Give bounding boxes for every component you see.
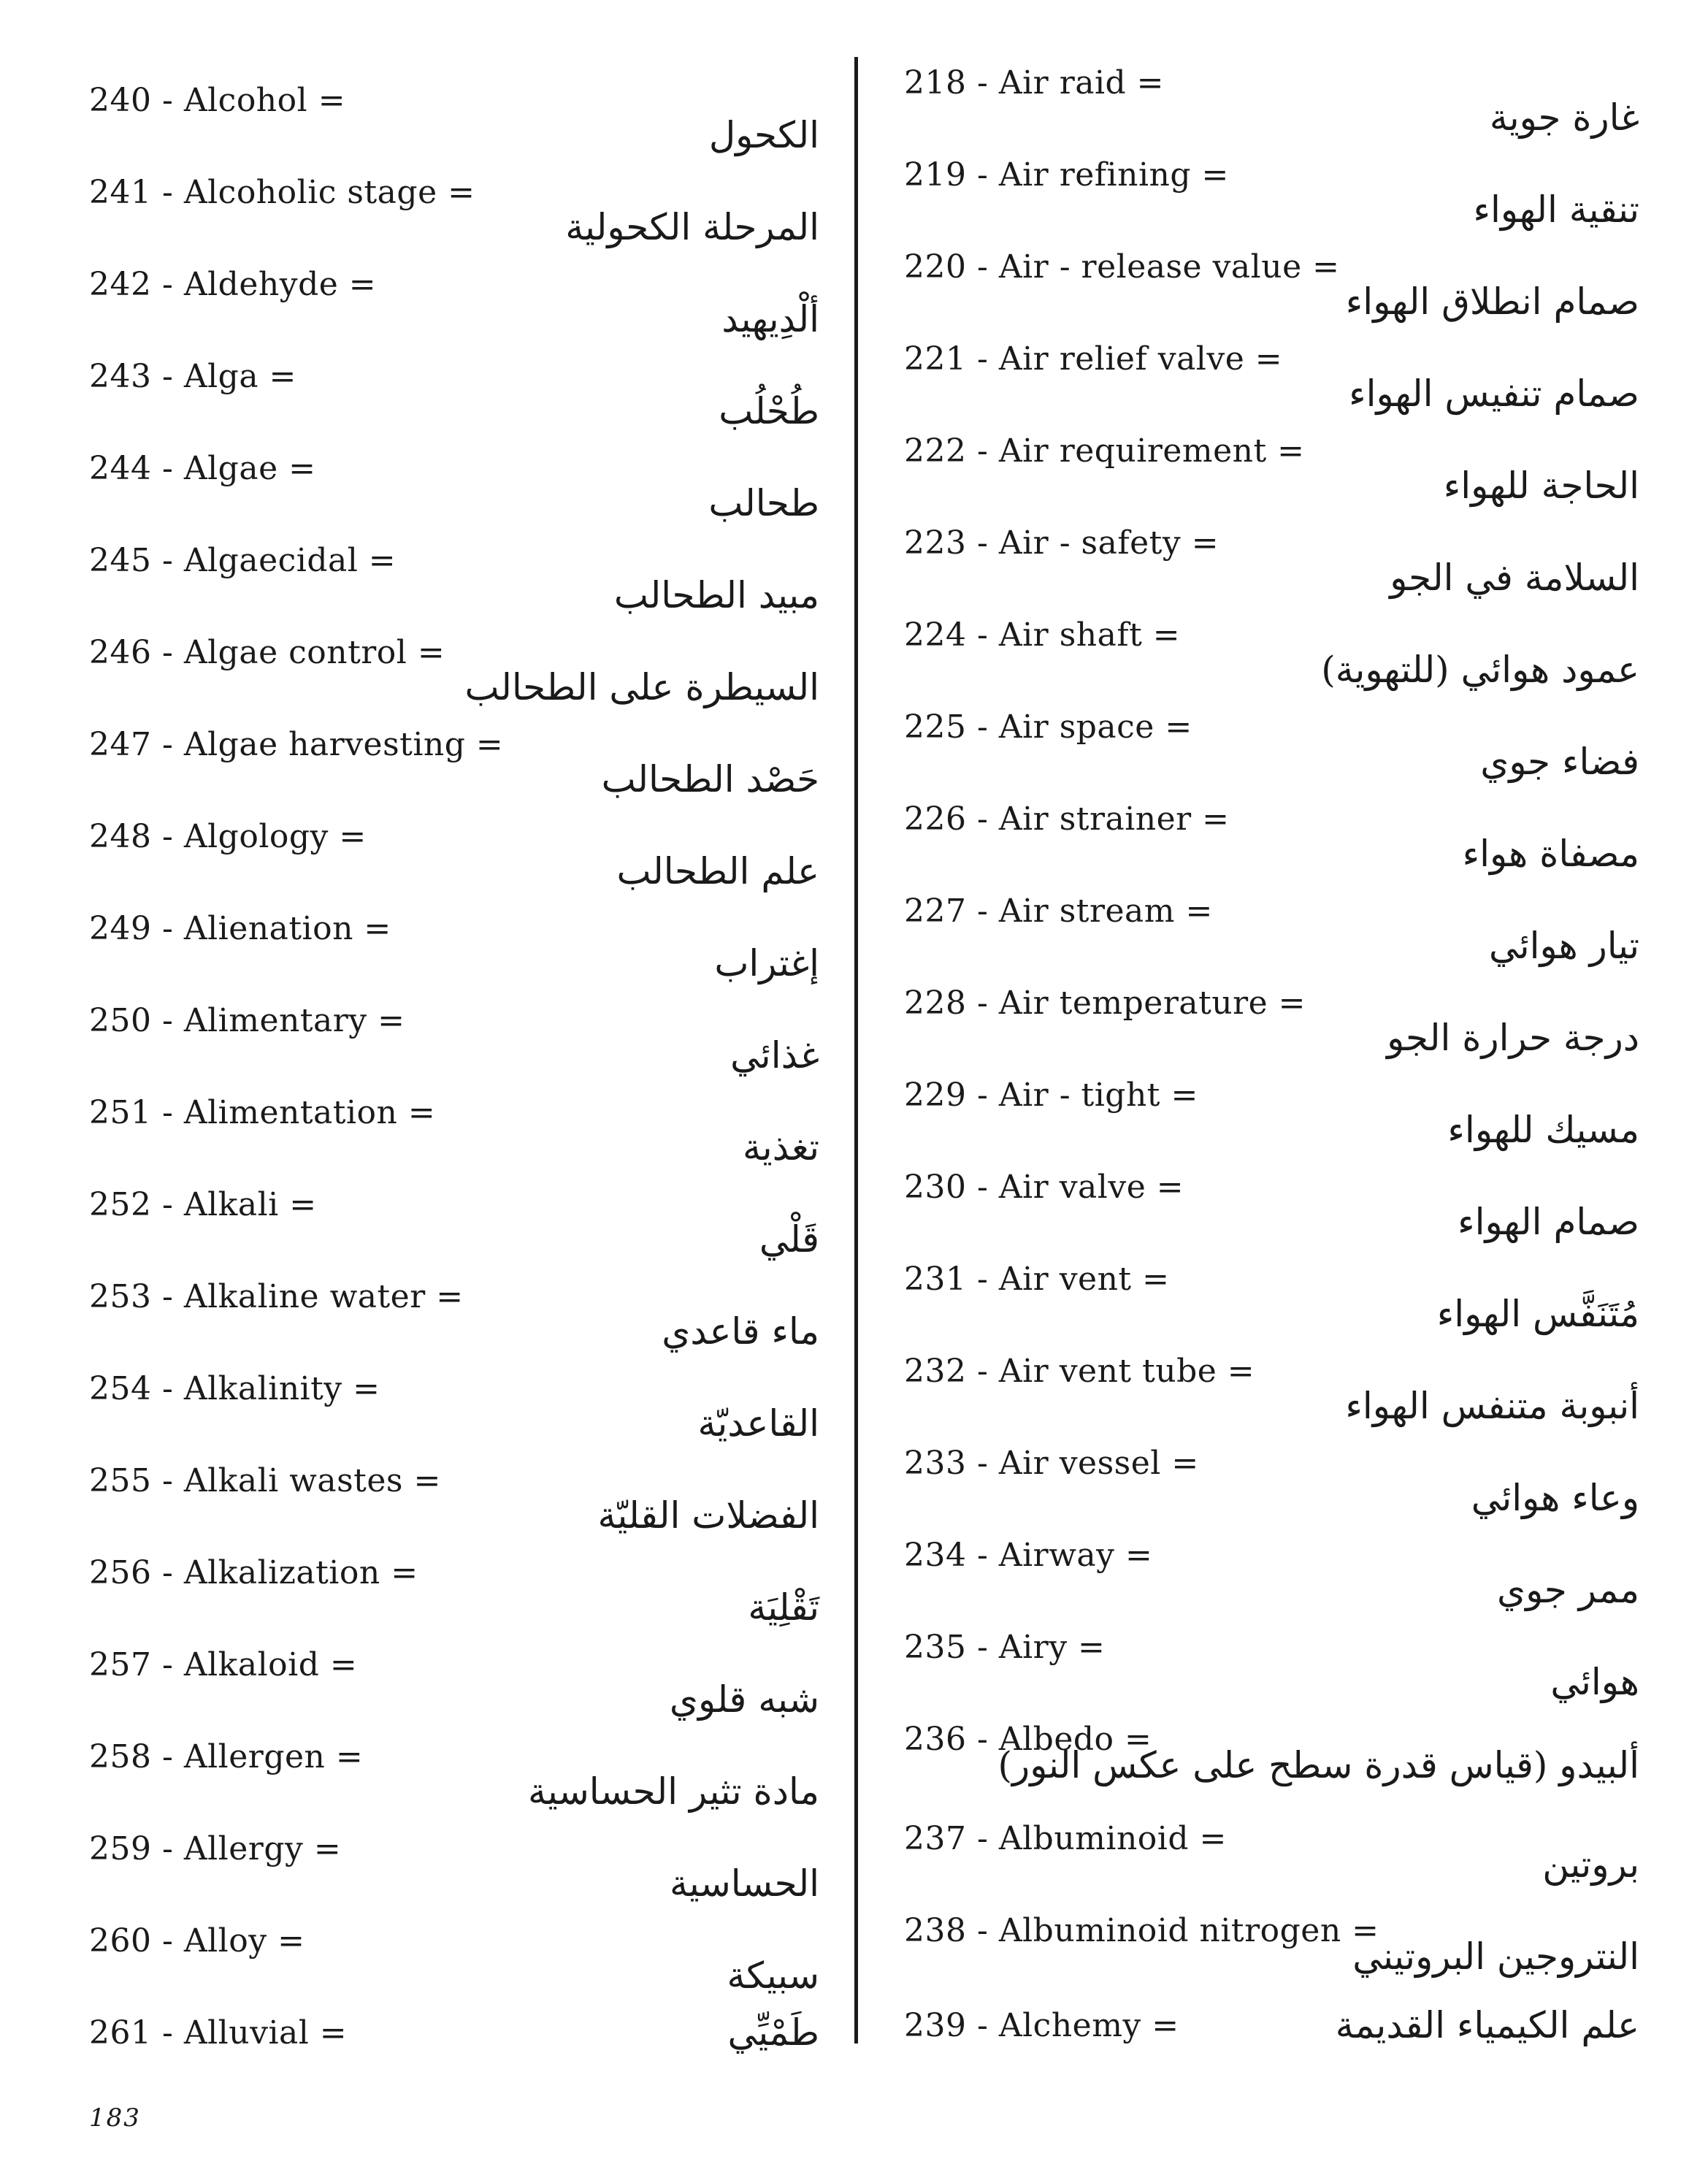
page-number: 183 — [89, 2103, 141, 2133]
entry-arabic: صمام الهواء — [1458, 1201, 1639, 1243]
entry-arabic: المرحلة الكحولية — [565, 206, 819, 248]
entry-arabic: الحساسية — [669, 1862, 819, 1905]
entry-english: 227 - Air stream = — [904, 892, 1213, 930]
entry-arabic: مُتَنَفَّس الهواء — [1436, 1293, 1639, 1335]
entry-english: 234 - Airway = — [904, 1537, 1153, 1574]
entry-arabic: الحاجة للهواء — [1443, 464, 1639, 507]
entry-236 — [876, 1718, 1708, 1798]
entry-245 — [0, 539, 840, 619]
entry-arabic: السلامة في الجو — [1390, 557, 1639, 599]
entry-english: 221 - Air relief valve = — [904, 340, 1283, 378]
entry-261 — [0, 2011, 840, 2092]
entry-english: 255 - Alkali wastes = — [89, 1462, 441, 1499]
entry-english: 242 - Aldehyde = — [89, 266, 377, 303]
entry-arabic: طَمْيِّي — [727, 2011, 819, 2054]
entry-arabic: تَقْلِيَة — [748, 1586, 819, 1629]
entry-english: 228 - Air temperature = — [904, 985, 1306, 1022]
entry-232 — [876, 1350, 1708, 1430]
entry-arabic: درجة حرارة الجو — [1387, 1017, 1639, 1059]
entry-english: 240 - Alcohol = — [89, 82, 346, 119]
entry-english: 253 - Alkaline water = — [89, 1278, 464, 1315]
entry-229 — [876, 1074, 1708, 1154]
entry-english: 219 - Air refining = — [904, 156, 1229, 194]
entry-arabic: تغذية — [742, 1126, 819, 1169]
entry-251 — [0, 1091, 840, 1171]
entry-arabic: مبيد الطحالب — [613, 574, 819, 616]
entry-arabic: غارة جوية — [1489, 96, 1639, 139]
entry-254 — [0, 1367, 840, 1448]
entry-256 — [0, 1551, 840, 1632]
entry-arabic: إغتراب — [714, 942, 819, 985]
entry-english: 218 - Air raid = — [904, 64, 1165, 102]
entry-english: 220 - Air - release value = — [904, 248, 1340, 286]
entry-219 — [876, 153, 1708, 234]
entry-arabic: سبيكة — [727, 1954, 819, 1997]
entry-arabic: ألْدِيهيد — [721, 298, 819, 340]
entry-english: 256 - Alkalization = — [89, 1554, 418, 1591]
entry-english: 257 - Alkaloid = — [89, 1646, 358, 1683]
entry-arabic: علم الكيمياء القديمة — [1335, 2004, 1639, 2046]
entry-233 — [876, 1442, 1708, 1522]
entry-238 — [876, 1909, 1708, 1989]
entry-arabic: تنقية الهواء — [1473, 188, 1639, 231]
entry-arabic: هوائي — [1550, 1661, 1639, 1703]
entry-arabic: الفضلات القليّة — [597, 1494, 819, 1537]
entry-arabic: السيطرة على الطحالب — [464, 666, 819, 708]
entry-english: 226 - Air strainer = — [904, 800, 1230, 838]
entry-english: 222 - Air requirement = — [904, 432, 1305, 470]
entry-242 — [0, 263, 840, 343]
entry-arabic: فضاء جوي — [1480, 741, 1639, 783]
entry-arabic: صمام انطلاق الهواء — [1345, 280, 1639, 323]
entry-arabic: طحالب — [708, 482, 819, 524]
entry-arabic: صمام تنفيس الهواء — [1349, 372, 1639, 415]
entry-arabic: ماء قاعدي — [662, 1310, 819, 1353]
entry-arabic: وعاء هوائي — [1471, 1477, 1639, 1519]
entry-arabic: علم الطحالب — [616, 850, 819, 892]
column-divider — [854, 57, 858, 2044]
entry-arabic: طُحْلُب — [719, 390, 819, 432]
entry-226 — [876, 798, 1708, 878]
entry-english: 243 - Alga = — [89, 358, 296, 395]
entry-arabic: أنبوبة متنفس الهواء — [1345, 1385, 1639, 1427]
entry-english: 248 - Algology = — [89, 818, 367, 855]
entry-259 — [0, 1827, 840, 1908]
entry-english: 245 - Algaecidal = — [89, 542, 397, 579]
entry-225 — [876, 706, 1708, 786]
entry-arabic: ممر جوي — [1496, 1569, 1639, 1611]
entry-244 — [0, 447, 840, 527]
entry-english: 250 - Alimentary = — [89, 1002, 405, 1039]
entry-arabic: تيار هوائي — [1489, 925, 1639, 967]
entry-249 — [0, 907, 840, 987]
entry-english: 241 - Alcoholic stage = — [89, 174, 475, 211]
entry-english: 225 - Air space = — [904, 708, 1192, 746]
entry-english: 232 - Air vent tube = — [904, 1353, 1255, 1390]
entry-english: 249 - Alienation = — [89, 910, 391, 947]
entry-english: 223 - Air - safety = — [904, 524, 1219, 562]
entry-257 — [0, 1643, 840, 1724]
entry-243 — [0, 355, 840, 435]
entry-english: 235 - Airy = — [904, 1629, 1106, 1666]
entry-arabic: عمود هوائي (للتهوية) — [1321, 649, 1639, 691]
entry-228 — [876, 982, 1708, 1062]
entry-258 — [0, 1735, 840, 1816]
entry-220 — [876, 245, 1708, 326]
entry-235 — [876, 1626, 1708, 1706]
entry-248 — [0, 815, 840, 895]
entry-arabic: القاعديّة — [697, 1402, 819, 1445]
entry-252 — [0, 1183, 840, 1263]
entry-arabic: بروتين — [1542, 1843, 1639, 1886]
entry-english: 259 - Allergy = — [89, 1830, 342, 1867]
entry-231 — [876, 1258, 1708, 1338]
entry-english: 238 - Albuminoid nitrogen = — [904, 1912, 1379, 1949]
entry-english: 230 - Air valve = — [904, 1169, 1184, 1206]
entry-english: 231 - Air vent = — [904, 1261, 1170, 1298]
entry-227 — [876, 890, 1708, 970]
entry-arabic: الكحول — [708, 114, 819, 156]
entry-english: 258 - Allergen = — [89, 1738, 364, 1775]
entry-246 — [0, 631, 840, 711]
entry-260 — [0, 1919, 840, 2000]
entry-221 — [876, 337, 1708, 418]
entry-arabic: مصفاة هواء — [1462, 833, 1639, 875]
right-column — [876, 0, 1708, 2118]
entry-241 — [0, 171, 840, 251]
entry-247 — [0, 723, 840, 803]
entry-english: 236 - Albedo = — [904, 1721, 1152, 1758]
entry-224 — [876, 613, 1708, 694]
entry-arabic: شبه قلوي — [669, 1678, 819, 1721]
entry-english: 246 - Algae control = — [89, 634, 445, 671]
entry-223 — [876, 521, 1708, 602]
entry-english: 261 - Alluvial = — [89, 2014, 348, 2052]
entry-arabic: غذائي — [730, 1034, 819, 1077]
entry-250 — [0, 999, 840, 1079]
entry-arabic: مادة تثير الحساسية — [528, 1770, 819, 1813]
entry-253 — [0, 1275, 840, 1356]
entry-english: 224 - Air shaft = — [904, 616, 1181, 654]
entry-english: 229 - Air - tight = — [904, 1077, 1198, 1114]
entry-english: 233 - Air vessel = — [904, 1445, 1199, 1482]
entry-english: 244 - Algae = — [89, 450, 316, 487]
entry-218 — [876, 61, 1708, 142]
entry-english: 260 - Alloy = — [89, 1922, 305, 1960]
entry-230 — [876, 1166, 1708, 1246]
entry-239 — [876, 2004, 1708, 2084]
entry-255 — [0, 1459, 840, 1540]
entry-arabic: ألبيدو (قياس قدرة سطح على عكس النور) — [997, 1744, 1639, 1786]
entry-222 — [876, 429, 1708, 510]
entry-english: 247 - Algae harvesting = — [89, 726, 504, 763]
entry-arabic: حَصْد الطحالب — [601, 758, 819, 800]
entry-240 — [0, 79, 840, 159]
entry-arabic: النتروجين البروتيني — [1352, 1935, 1639, 1978]
entry-arabic: مسيك للهواء — [1447, 1109, 1639, 1151]
entry-english: 237 - Albuminoid = — [904, 1820, 1227, 1857]
entry-english: 239 - Alchemy = — [904, 2007, 1179, 2044]
entry-english: 252 - Alkali = — [89, 1186, 317, 1223]
entry-arabic: قَلْي — [759, 1218, 819, 1261]
entry-237 — [876, 1817, 1708, 1897]
left-column — [0, 0, 840, 2118]
entry-english: 251 - Alimentation = — [89, 1094, 436, 1131]
entry-english: 254 - Alkalinity = — [89, 1370, 380, 1407]
entry-234 — [876, 1534, 1708, 1614]
